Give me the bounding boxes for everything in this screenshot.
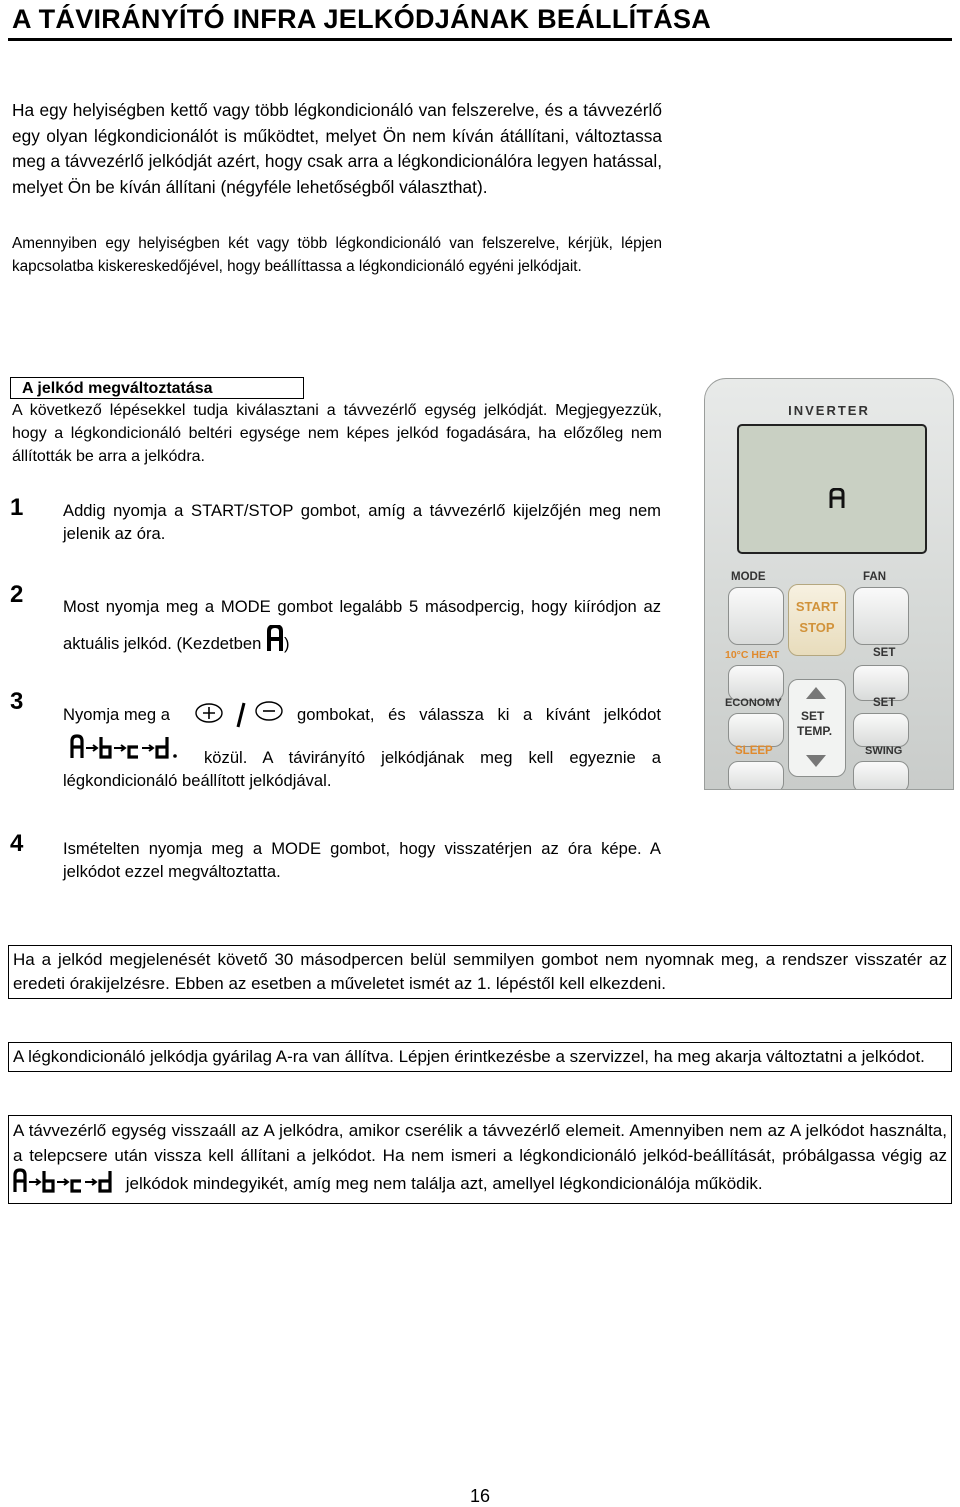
remote-control-image <box>704 378 954 790</box>
page-number: 16 <box>469 1486 491 1506</box>
remote-sleep-button <box>728 761 784 790</box>
section-heading: A jelkód megváltoztatása <box>10 377 304 399</box>
remote-brand: INVERTER <box>788 403 870 418</box>
remote-mode-label: MODE <box>731 571 766 583</box>
note-box-2: A légkondicionáló jelkódja gyárilag A-ra van állítva. Lépjen érintkezésbe a szervizzel, ha meg akarja változtatni a jelkódot. <box>8 1042 952 1072</box>
remote-mode-button <box>728 587 784 645</box>
lcd-code-glyph <box>829 488 845 513</box>
note-box-1: Ha a jelkód megjelenését követő 30 másodpercen belül semmilyen gombot nem nyomnak meg, a rendszer visszatér az eredeti órakijelzésre. Ebben az esetben a műveletet ismét az 1. lépéstől kell elkezdeni. <box>8 945 952 999</box>
note-box-3-text-b: jelkódok mindegyikét, amíg meg nem találja azt, amellyel légkondicionálója működik. <box>125 1173 763 1193</box>
step-3-text-b: gombokat, és válassza ki a kívánt jelkódot <box>297 705 661 724</box>
remote-economy-label: ECONOMY <box>725 697 782 709</box>
remote-economy-button <box>728 713 784 747</box>
step-2-text <box>63 588 661 664</box>
remote-set-label-2: SET <box>873 697 896 709</box>
intro-paragraph-1: Ha egy helyiségben kettő vagy több légkondicionáló van felszerelve, és a távvezérlő egy olyan légkondicionálót is működtet, melyet Ön nem kíván átállítani, változtassa meg a távvezérlő jelkódját azért, hogy csak arra a légkondicionálóra legyen hatással, melyet Ön be kíván állítani (négyféle lehetőségből választhat). <box>12 100 662 197</box>
intro-paragraph-2: Amennyiben egy helyiségben két vagy több légkondicionáló van felszerelve, kérjük, lépjen kapcsolatba kiskereskedőjével, hogy beállíttassa a légkondicionáló egyéni jelkódjait. <box>12 235 662 275</box>
remote-fan-button <box>853 587 909 645</box>
page-title: A TÁVIRÁNYÍTÓ INFRA JELKÓDJÁNAK BEÁLLÍTÁSA <box>12 4 712 34</box>
remote-heat-label: 10°C HEAT <box>725 649 780 661</box>
remote-set-button-1 <box>853 665 909 701</box>
remote-set-button-2 <box>853 713 909 747</box>
remote-sleep-label: SLEEP <box>735 745 773 757</box>
remote-swing-button <box>853 761 909 790</box>
remote-lcd <box>737 424 927 554</box>
step-4-text: Ismételten nyomja meg a MODE gombot, hogy visszatérjen az óra képe. A jelkódot ezzel megváltoztatta. <box>63 839 661 881</box>
note-box-3-text-a: A távvezérlő egység visszaáll az A jelkódra, amikor cserélik a távvezérlő elemeit. Amennyiben nem az A jelkódot használta, a telepcsere után vissza kell állítani a jelkódot. Ha nem ismeri a légkondicionáló jelkód-beállítását, próbálgassa végig az <box>13 1121 947 1165</box>
remote-set-temp-label-2: TEMP. <box>797 724 833 738</box>
step-3-text-c: közül. A távirányító jelkódjának meg kell egyeznie a légkondicionáló beállított jelkódjával. <box>63 748 661 790</box>
remote-heat-button <box>728 665 784 701</box>
section-body: A következő lépésekkel tudja kiválasztani a távvezérlő egység jelkódját. Megjegyezzük, hogy a légkondicionáló beltéri egysége nem képes jelkód fogadására, ha előzőleg nem állították be arra a jelkódra. <box>12 402 662 465</box>
note-box-3 <box>8 1115 952 1204</box>
plus-minus-icons <box>194 701 292 734</box>
minus-icon <box>256 702 282 720</box>
code-a-glyph <box>266 625 284 664</box>
step-2-text-b: ) <box>283 634 290 653</box>
step-4-number: 4 <box>10 830 24 857</box>
step-3-number: 3 <box>10 688 24 715</box>
step-1-text: Addig nyomja a START/STOP gombot, amíg a távvezérlő kijelzőjén meg nem jelenik az óra. <box>63 501 661 543</box>
step-2-text-a: Most nyomja meg a MODE gombot legalább 5 másodpercig, hogy kiíródjon az aktuális jelkód. (Kezdetben <box>63 597 661 653</box>
down-arrow-icon <box>806 755 826 767</box>
step-2-number: 2 <box>10 581 24 608</box>
up-arrow-icon <box>806 687 826 699</box>
step-3-text-a: Nyomja meg a <box>63 705 170 724</box>
remote-set-label-1: SET <box>873 647 896 659</box>
remote-start-stop-button <box>788 584 846 656</box>
remote-start-label: START <box>795 599 839 614</box>
code-sequence-glyph-2 <box>13 1168 121 1201</box>
remote-fan-label: FAN <box>863 571 886 583</box>
remote-set-temp-label-1: SET <box>801 709 825 723</box>
plus-icon <box>196 704 222 722</box>
slash-icon <box>238 703 244 727</box>
remote-swing-label: SWING <box>865 745 903 757</box>
step-1-number: 1 <box>10 494 24 521</box>
title-rule <box>8 38 952 41</box>
remote-stop-label: STOP <box>799 620 835 635</box>
